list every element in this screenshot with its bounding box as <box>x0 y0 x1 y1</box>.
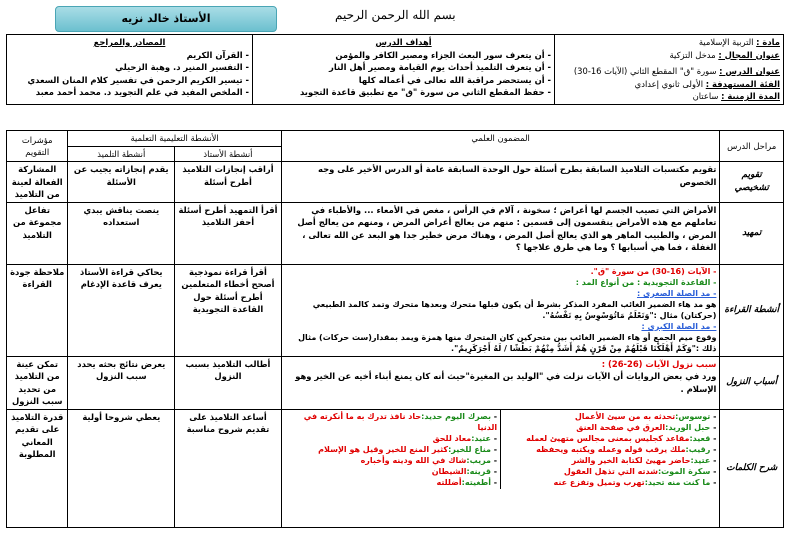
teacher-vocabulary: أساعد التلاميذ على تقديم شروح مناسبة <box>175 409 282 527</box>
vocabulary-grid <box>282 410 720 489</box>
sources-title: المصادر والمراجع <box>93 37 166 47</box>
vocab-left-col <box>282 410 501 489</box>
reading-major-text: وقوع ميم الجمع أو هاء الضمير الغائب بين متحركين كان المتحرك منها همزة ويمد بمقدار(ست حركات) مثال ذلك :"وَكَمْ أَهْلَكْنَا قَبْلَهُمْ مِنْ قَرْنٍ هُمْ أَشَدُّ مِنْهُمْ بَطْشًا / لَهُ أَجْرَكَرِيمٌ". <box>298 332 717 353</box>
vocabulary-item: - مريب:شاك في الله ودينه وأخباره <box>360 455 498 465</box>
vocab-right-col <box>501 410 720 489</box>
eval-diagnostic: المشاركة الفعالة لعينة من التلاميذ <box>7 162 68 203</box>
vocabulary-definition: حاضر مهيئ لكتابة الخير والشر <box>571 455 691 465</box>
student-reading: يحاكي قراءة الأستاذ يعرف قاعدة الإدغام <box>68 264 175 356</box>
vocabulary-item: - ما كنت منه تحيد:تهرب وتميل وتفزع عنه <box>553 477 717 487</box>
vocabulary-word: رقيب: <box>685 444 711 454</box>
stage-vocabulary: شرح الكلمات <box>720 409 784 527</box>
content-reading <box>281 264 720 356</box>
vocabulary-word: قعيد: <box>689 433 711 443</box>
reading-verses: - الآيات (16-30) من سورة "ق". <box>590 266 717 276</box>
objectives-cell <box>253 35 555 105</box>
vocabulary-item: - قعيد:مقاعد كجليس بمعنى مجالس متهيئ لعمله <box>526 433 717 443</box>
stage-reading: أنشطة القراءة <box>720 264 784 356</box>
objective-item: - أن يتعرف التلميذ أحداث يوم القيامة ومصير أهل النار <box>329 62 551 72</box>
objectives-list <box>256 49 551 99</box>
header-evaluation: مؤشرات التقويم <box>7 131 68 162</box>
lesson-line: عنوان الدرس : سورة "ق" المقطع الثاني (الآيات 16-30) <box>573 66 780 76</box>
vocabulary-word: قرينه: <box>466 466 492 476</box>
vocabulary-definition: معاد للحق <box>432 433 472 443</box>
vocabulary-definition: الشيطان <box>431 466 467 476</box>
eval-intro: تفاعل مجموعة من التلاميذ <box>7 202 68 264</box>
revelation-text: ورد في بعض الروايات أن الآيات نزلت في "الوليد بن المغيرة"حيث أنه كان يمنع أبناء أخيه عن الخير وهو الإسلام . <box>295 371 717 394</box>
basmala: بسم الله الرحمن الرحيم <box>335 8 456 22</box>
eval-vocabulary: قدرة التلاميذ على تقديم المعاني المطلوبة <box>7 409 68 527</box>
source-item: - تيسير الكريم الرحمن في تفسير كلام المنان السعدي <box>27 74 249 85</box>
revelation-title: سبب نزول الآيات (26-26) : <box>601 358 717 369</box>
vocabulary-word: توسوس: <box>675 411 711 421</box>
vocabulary-item: - مناع للخير:كثير المنع للخير وقيل هو الإسلام <box>318 444 498 454</box>
objective-item: - أن يتعرف سور البعث الجزاء ومصير الكافر والمؤمن <box>335 49 551 60</box>
header-activities: الأنشطة التعليمية التعلمية <box>68 131 281 147</box>
vocabulary-item: - سكرة الموت:شدته التي تذهل العقول <box>563 466 717 476</box>
vocabulary-item: - رقيب:ملك يرقب قوله وعمله ويكتبه ويحفظه <box>536 444 717 454</box>
reading-rule-title: - القاعدة التجويدية : من أنواع المد : <box>575 277 717 287</box>
teacher-revelation: أطالب التلاميذ بسبب النزول <box>175 356 282 409</box>
stage-diagnostic: تقويم تشخيصي <box>720 162 784 203</box>
lesson-info-table <box>6 34 784 105</box>
content-intro: الأمراض التي تصيب الجسم لها أعراض ؛ سخونة ، آلام في الرأس ، مغص في الأمعاء ... والأطباء في تعاملهم مع هذه الأمراض ينقسمون إلى قسمين : منهم من يعالج أعراض المرض ، ومنهم من يعالج أصل المرض ، والطبيب الماهر هو الذي يعالج أصل المرض ، وهناك مرض خطير جدا هو البعد عن الله تعالى ، الغفلة ، فما هي أسبابها ؟ وما هي طرق علاجها ؟ <box>281 202 720 264</box>
vocabulary-definition: العرق في صفحة العنق <box>576 422 666 432</box>
vocabulary-definition: شاك في الله ودينه وأخباره <box>360 455 467 465</box>
header-student: أنشطة التلميذ <box>68 146 175 162</box>
vocabulary-word: مناع للخير: <box>448 444 492 454</box>
stage-intro: تمهيد <box>720 202 784 264</box>
student-diagnostic: يقدم إنجازاته يجيب عن الأسئلة <box>68 162 175 203</box>
student-revelation: يعرض نتائج بحثه يحدد سبب النزول <box>68 356 175 409</box>
field-line: عنوان المجال : مدخل التزكية <box>669 49 780 60</box>
vocabulary-item: - عتيد:معاد للحق <box>432 433 498 443</box>
source-item: - القرآن الكريم <box>186 49 249 60</box>
teacher-reading: أقرأ قراءة نموذجية أصحح أخطاء المتعلمين أطرح أسئلة حول القاعدة التجويدية <box>175 264 282 356</box>
teacher-name-badge: الأستاذ خالد نزيه <box>55 6 277 32</box>
vocabulary-word: أطغيته: <box>461 477 492 487</box>
student-intro: ينصت يناقش يبدي استعداده <box>68 202 175 264</box>
vocabulary-word: بصرك اليوم حديد: <box>421 411 492 421</box>
reading-major-title: - مد الصلة الكبرى : <box>641 321 717 331</box>
header-content: المضمون العلمي <box>281 131 720 162</box>
source-item: - الملخص المفيد في علم التجويد د. محمد أحمد معبد <box>35 87 249 97</box>
eval-revelation: تمكن عينة من التلاميذ من تحديد سبب النزول <box>7 356 68 409</box>
vocabulary-item: - أطغيته:أضللته <box>436 477 498 487</box>
reading-minor-title: - مد الصلة الصغرى : <box>636 288 717 298</box>
objective-item: - حفظ المقطع الثاني من سورة "ق" مع تطبيق قاعدة التجويد <box>299 87 551 97</box>
vocabulary-item: - توسوس:تحدثه به من سيئ الأعمال <box>574 411 717 421</box>
subject-line: مادة : التربية الإسلامية <box>698 37 780 47</box>
vocabulary-definition: مقاعد كجليس بمعنى مجالس متهيئ لعمله <box>526 433 690 443</box>
lesson-plan-table <box>6 130 784 528</box>
vocabulary-definition: كثير المنع للخير وقيل هو الإسلام <box>318 444 449 454</box>
header-stages: مراحل الدرس <box>720 131 784 162</box>
eval-reading: ملاحظة جودة القراءة <box>7 264 68 356</box>
objectives-title: أهداف الدرس <box>375 37 432 47</box>
vocabulary-definition: شدته التي تذهل العقول <box>563 466 658 476</box>
source-item: - التفسير المنير د. وهبة الزحيلي <box>115 62 249 72</box>
time-line: المدة الزمنية : ساعتان <box>692 91 780 101</box>
reading-minor-text: هو مد هاء الضمير الغائب المفرد المذكر بشرط أن يكون قبلها متحرك وبعدها متحرك وتمد كالمد الطبيعي (حركتان) مثال :"وَنَعْلَمُ مَاتُوَسْوِسُ بِهِ نَفْسُهُ". <box>312 299 717 320</box>
vocabulary-word: حبل الوريد: <box>665 422 711 432</box>
content-diagnostic: تقويم مكتسبات التلاميذ السابقة بطرح أسئلة حول الوحدة السابقة عامة أو الدرس الأخير على وجه الخصوص <box>281 162 720 203</box>
objective-item: - أن يستحضر مراقبة الله تعالى في أعماله كلها <box>358 74 551 85</box>
content-revelation <box>281 356 720 409</box>
lesson-info-cell <box>555 35 784 105</box>
vocabulary-definition: تهرب وتميل وتفزع عنه <box>553 477 645 487</box>
teacher-diagnostic: أراقب إنجازات التلاميذ أطرح أسئلة <box>175 162 282 203</box>
vocabulary-definition: حاد نافذ تدرك به ما أنكرته في الدنيا <box>303 411 498 432</box>
vocabulary-definition: أضللته <box>436 477 462 487</box>
vocabulary-item: - حبل الوريد:العرق في صفحة العنق <box>576 422 717 432</box>
level-line: الفئة المستهدفة : الأولى ثانوي إعدادي <box>634 78 780 89</box>
vocabulary-word: عتيد: <box>690 455 711 465</box>
vocabulary-word: عتيد: <box>471 433 492 443</box>
vocabulary-item: - قرينه:الشيطان <box>431 466 498 476</box>
sources-list <box>10 49 249 99</box>
vocabulary-word: سكرة الموت: <box>657 466 711 476</box>
student-vocabulary: يعطي شروحا أولية <box>68 409 175 527</box>
vocabulary-item: - بصرك اليوم حديد:حاد نافذ تدرك به ما أنكرته في الدنيا <box>303 411 498 432</box>
content-vocabulary <box>281 409 720 527</box>
vocabulary-definition: تحدثه به من سيئ الأعمال <box>574 411 676 421</box>
vocabulary-item: - عتيد:حاضر مهيئ لكتابة الخير والشر <box>571 455 717 465</box>
header-teacher: أنشطة الأستاذ <box>175 146 282 162</box>
vocabulary-word: مريب: <box>466 455 492 465</box>
vocabulary-word: ما كنت منه تحيد: <box>644 477 711 487</box>
teacher-intro: أقرأ التمهيد أطرح أسئلة أحفز التلاميذ <box>175 202 282 264</box>
stage-revelation: أسباب النزول <box>720 356 784 409</box>
sources-cell <box>7 35 253 105</box>
vocabulary-definition: ملك يرقب قوله وعمله ويكتبه ويحفظه <box>536 444 686 454</box>
